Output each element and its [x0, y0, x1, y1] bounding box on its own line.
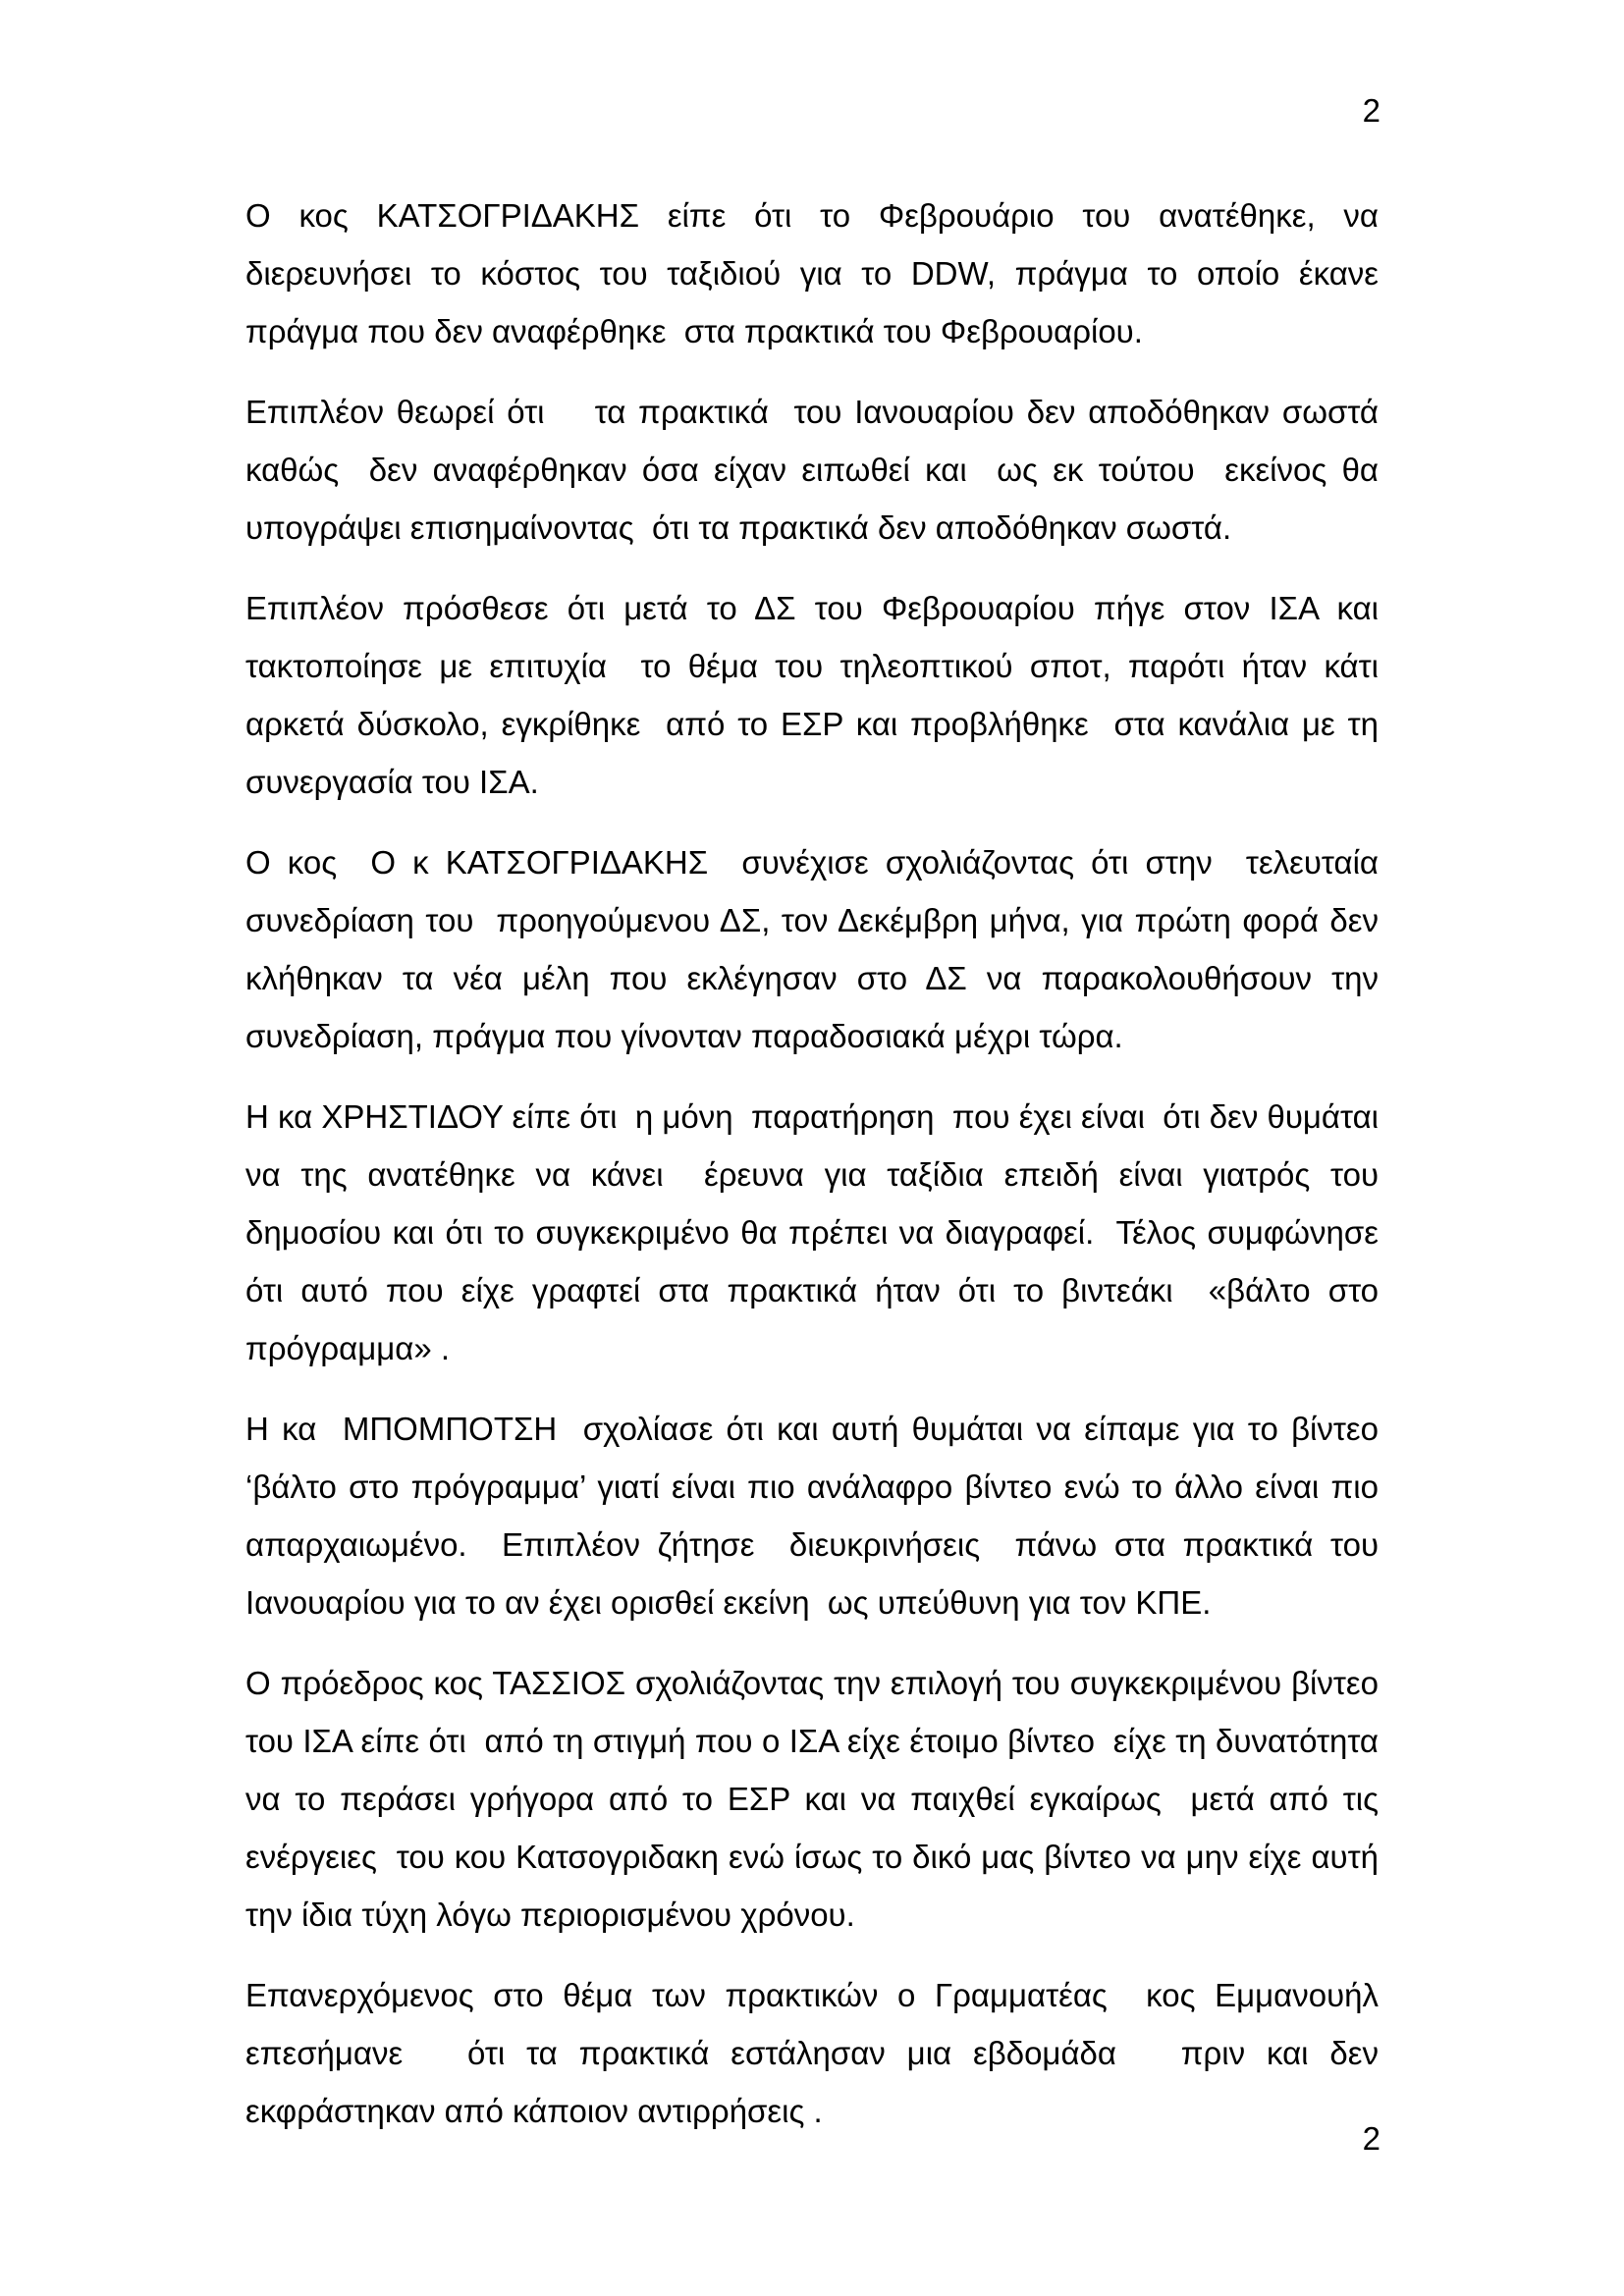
paragraph-emmanouil: Επανερχόμενος στο θέμα των πρακτικών ο Γραμματέας κος Εμμανουήλ επεσήμανε ότι τα πρακτικά εστάλησαν μια εβδομάδα πριν και δεν εκφράστηκαν από κάποιον αντιρρήσεις .: [245, 1977, 1388, 2129]
paragraph-tv-spot: Επιπλέον πρόσθεσε ότι μετά το ΔΣ του Φεβρουαρίου πήγε στον ΙΣΑ και τακτοποίησε με επιτυχία το θέμα του τηλεοπτικού σποτ, παρότι ήταν κάτι αρκετά δύσκολο, εγκρίθηκε από το ΕΣΡ και προβλήθηκε στα κανάλια με τη συνεργασία του ΙΣΑ.: [245, 590, 1388, 800]
paragraph-katsogridakis-ddw: Ο κος ΚΑΤΣΟΓΡΙΔΑΚΗΣ είπε ότι το Φεβρουάριο του ανατέθηκε, να διερευνήσει το κόστος του ταξιδιού για το DDW, πράγμα το οποίο έκανε πράγμα που δεν αναφέρθηκε στα πρακτικά του Φεβρουαρίου.: [245, 197, 1388, 349]
footer-page-number: 2: [1362, 2120, 1380, 2157]
header-page-number: 2: [1362, 92, 1380, 129]
paragraph-christidou: Η κα ΧΡΗΣΤΙΔΟΥ είπε ότι η μόνη παρατήρηση που έχει είναι ότι δεν θυμάται να της ανατέθηκε να κάνει έρευνα για ταξίδια επειδή είναι γιατρός του δημοσίου και ότι το συγκεκριμένο θα πρέπει να διαγραφεί. Τέλος συμφώνησε ότι αυτό που είχε γραφτεί στα πρακτικά ήταν ότι το βιντεάκι «βάλτο στο πρόγραμμα» .: [245, 1098, 1388, 1366]
paragraph-katsogridakis-december: Ο κος Ο κ ΚΑΤΣΟΓΡΙΔΑΚΗΣ συνέχισε σχολιάζοντας ότι στην τελευταία συνεδρίαση του προηγούμενου ΔΣ, τον Δεκέμβρη μήνα, για πρώτη φορά δεν κλήθηκαν τα νέα μέλη που εκλέγησαν στο ΔΣ να παρακολουθήσουν την συνεδρίαση, πράγμα που γίνονταν παραδοσιακά μέχρι τώρα.: [245, 844, 1388, 1054]
paragraph-tassios: Ο πρόεδρος κος ΤΑΣΣΙΟΣ σχολιάζοντας την επιλογή του συγκεκριμένου βίντεο του ΙΣΑ είπε ότι από τη στιγμή που ο ΙΣΑ είχε έτοιμο βίντεο είχε τη δυνατότητα να το περάσει γρήγορα από το ΕΣΡ και να παιχθεί εγκαίρως μετά από τις ενέργειες του κου Κατσογριδακη ενώ ίσως το δικό μας βίντεο να μην είχε αυτή την ίδια τύχη λόγω περιορισμένου χρόνου.: [245, 1665, 1388, 1933]
document-body: [245, 187, 1388, 2163]
paragraph-minutes-january: Επιπλέον θεωρεί ότι τα πρακτικά του Ιανουαρίου δεν αποδόθηκαν σωστά καθώς δεν αναφέρθηκαν όσα είχαν ειπωθεί και ως εκ τούτου εκείνος θα υπογράψει επισημαίνοντας ότι τα πρακτικά δεν αποδόθηκαν σωστά.: [245, 394, 1388, 546]
paragraph-bobotsi: Η κα ΜΠΟΜΠΟΤΣΗ σχολίασε ότι και αυτή θυμάται να είπαμε για το βίντεο ‘βάλτο στο πρόγραμμα’ γιατί είναι πιο ανάλαφρο βίντεο ενώ το άλλο είναι πιο απαρχαιωμένο. Επιπλέον ζήτησε διευκρινήσεις πάνω στα πρακτικά του Ιανουαρίου για το αν έχει ορισθεί εκείνη ως υπεύθυνη για τον ΚΠΕ.: [245, 1411, 1388, 1621]
